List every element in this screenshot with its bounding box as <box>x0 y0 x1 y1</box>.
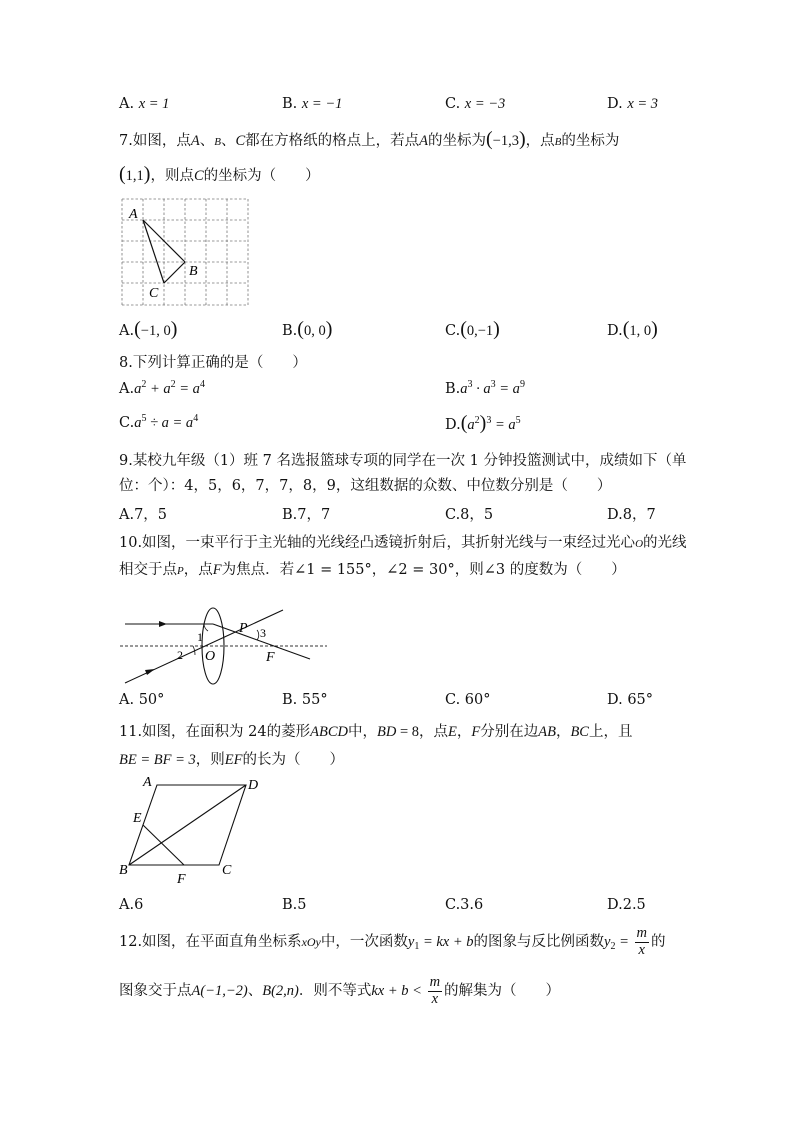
q10-label-f: F <box>266 650 275 665</box>
q10-lens-figure <box>115 600 335 690</box>
q6-option-a: A. x = 1 <box>119 96 170 112</box>
q10-option-c: C. 60° <box>445 692 491 708</box>
q10-option-d: D. 65° <box>607 692 654 708</box>
q11-option-b: B.5 <box>282 897 307 913</box>
q6-option-c: C. x = −3 <box>445 96 506 112</box>
q11-option-c: C.3.6 <box>445 897 484 913</box>
q10-label-o: O <box>205 649 216 664</box>
q9-option-b: B.7，7 <box>282 507 331 523</box>
q11-option-a: A.6 <box>119 897 144 913</box>
q8-stem: 8.下列计算正确的是（ ） <box>119 355 307 371</box>
q11-rhombus-figure <box>115 772 275 886</box>
q8-option-c: $C.a^5 \div a = a^4$ <box>119 413 199 431</box>
q6-option-b: B. x = −1 <box>282 96 343 112</box>
q9-option-a: A.7，5 <box>119 507 168 523</box>
q12-stem-line1: 12.如图，在平面直角坐标系xOy中，一次函数$y_1$ = kx + b的图象与反比例函数$y_2$ = $\frac{m}{x}$ 的 <box>119 924 666 958</box>
q11-stem-line1: 11.如图，在面积为 24的菱形ABCD中，BD = 8，点E，F分别在边AB，BC上，且 <box>119 724 633 740</box>
q12-stem-line2: 图象交于点A(−1,−2)、B(2,n)．则不等式kx + b < $\frac{m}{x}$ 的解集为（ ） <box>119 973 561 1007</box>
q7-option-d: D.(1, 0) <box>607 318 658 340</box>
q10-label-2: 2 <box>177 648 183 662</box>
q8-option-a: $A.a^2 + a^2 = a^4$ <box>119 379 205 397</box>
q8-option-d: $D.(a^2)^3 = a^5$ <box>445 412 521 434</box>
q9-option-d: D.8，7 <box>607 507 656 523</box>
q7-grid-figure <box>115 196 255 310</box>
q7-label-b: B <box>189 264 198 279</box>
q12-fraction-1: $\frac{m}{x}$ <box>636 924 647 958</box>
q7-stem-line2: (1,1)，则点C的坐标为（ ） <box>119 163 320 185</box>
q7-label-a: A <box>129 207 138 222</box>
q10-option-a: A. 50° <box>119 692 165 708</box>
q9-stem-line2: 位：个）：4，5，6，7，7，8，9，这组数据的众数、中位数分别是（ ） <box>119 478 612 494</box>
q9-option-c: C.8，5 <box>445 507 494 523</box>
q12-fraction-2: $\frac{m}{x}$ <box>429 973 441 1007</box>
q8-option-b: $B.a^3 \cdot a^3 = a^9$ <box>445 379 525 397</box>
q7-stem-line1: 7.如图，点A、B、C都在方格纸的格点上，若点A的坐标为(−1,3)，点B的坐标为 <box>119 128 620 150</box>
q9-stem-line1: 9.某校九年级（1）班 7 名选报篮球专项的同学在一次 1 分钟投篮测试中，成绩如下（单 <box>119 453 687 469</box>
q11-label-a: A <box>143 775 152 790</box>
q10-label-1: 1 <box>197 630 203 644</box>
q7-option-c: C.(0,−1) <box>445 318 500 340</box>
q11-label-c: C <box>222 863 232 878</box>
q11-option-d: D.2.5 <box>607 897 646 913</box>
q10-label-p: P <box>239 621 248 636</box>
q10-label-3: 3 <box>260 626 266 640</box>
q10-stem-line1: 10.如图，一束平行于主光轴的光线经凸透镜折射后，其折射光线与一束经过光心O的光线 <box>119 535 687 551</box>
q11-label-f: F <box>177 872 186 886</box>
q7-option-b: B.(0, 0) <box>282 318 333 340</box>
q11-stem-line2: BE = BF = 3，则EF的长为（ ） <box>119 752 344 768</box>
q11-label-b: B <box>119 863 128 878</box>
q6-option-d: D. x = 3 <box>607 96 659 112</box>
q11-label-d: D <box>248 778 259 793</box>
q7-option-a: A.(−1, 0) <box>119 318 178 340</box>
q10-stem-line2: 相交于点P，点F为焦点．若∠1 = 155°，∠2 = 30°，则∠3 的度数为（ ） <box>119 562 626 578</box>
q10-option-b: B. 55° <box>282 692 328 708</box>
q11-label-e: E <box>133 811 142 826</box>
q7-label-c: C <box>149 286 159 301</box>
